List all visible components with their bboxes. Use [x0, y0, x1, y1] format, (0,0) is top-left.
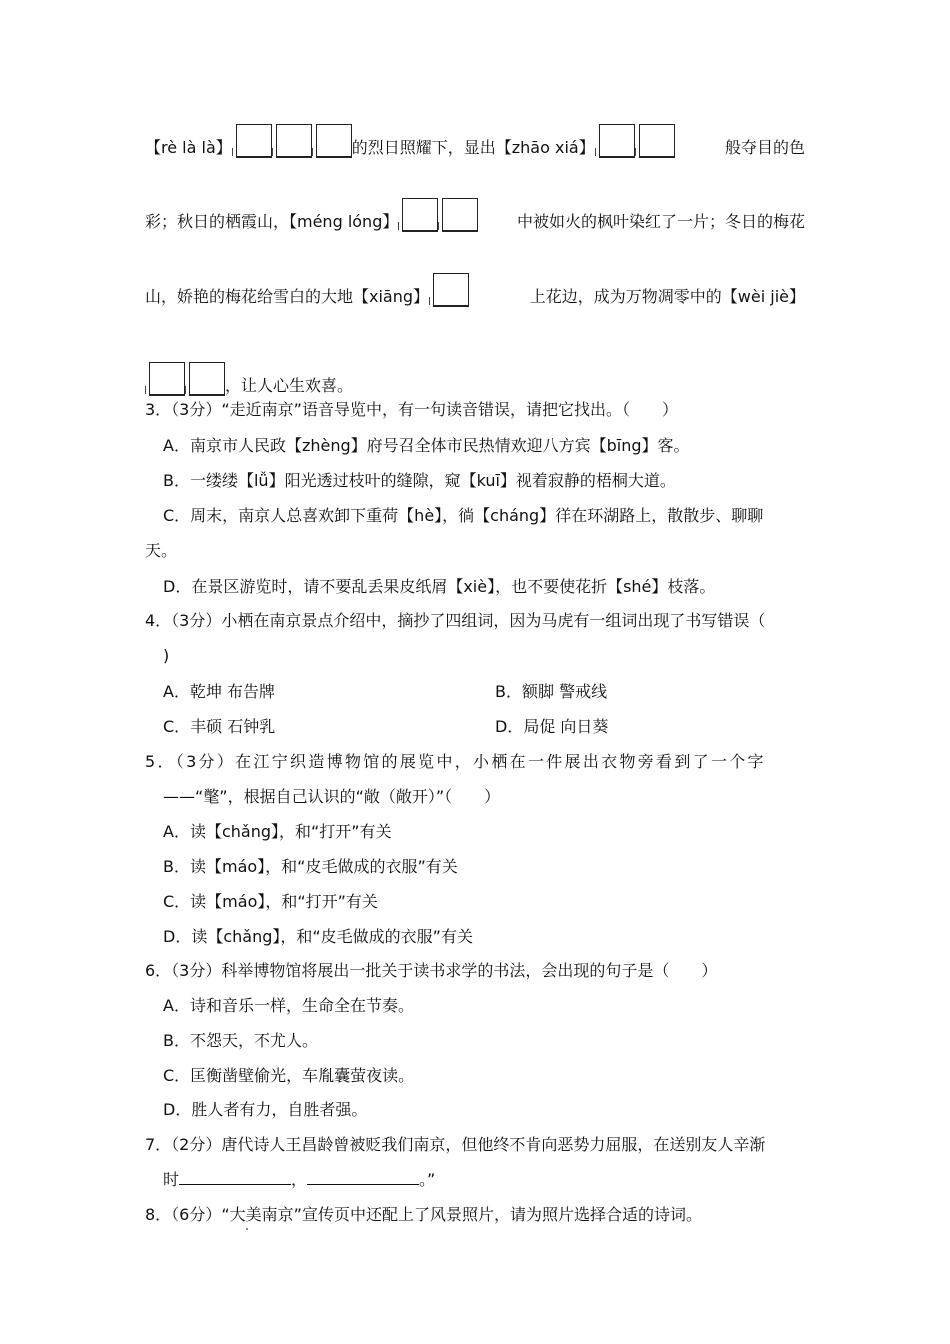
answer-box[interactable]: [402, 198, 438, 232]
question-4-option-a[interactable]: A．乾坤 布告牌: [163, 682, 276, 701]
answer-box[interactable]: [639, 124, 675, 158]
answer-blank-1[interactable]: [179, 1170, 291, 1185]
question-3-option-c-cont: 天。: [145, 541, 178, 560]
answer-box[interactable]: [236, 124, 272, 158]
passage-text: 【rè là là】: [145, 138, 232, 157]
question-6-option-c[interactable]: C．匡衡凿壁偷光，车胤囊萤夜读。: [163, 1066, 415, 1085]
question-3-option-c[interactable]: C．周末，南京人总喜欢卸下重荷【hè】，徜【cháng】徉在环湖路上，散散步、聊聊: [163, 506, 764, 525]
question-4-option-b[interactable]: B．额脚 警戒线: [495, 682, 608, 701]
answer-box[interactable]: [276, 124, 312, 158]
answer-box[interactable]: [433, 273, 469, 307]
passage-line-4: [145, 362, 354, 395]
question-5-option-c[interactable]: C．读【máo】，和“打开”有关: [163, 892, 378, 911]
answer-blank-2[interactable]: [307, 1170, 419, 1185]
question-5-stem: 5．（3分）在江宁织造博物馆的展览中，小栖在一件展出衣物旁看到了一个字: [145, 752, 766, 771]
question-4-option-c[interactable]: C．丰硕 石钟乳: [163, 717, 276, 736]
question-7-fill-line: [163, 1170, 435, 1190]
question-7-end: 。”: [419, 1170, 436, 1189]
passage-text: ，让人心生欢喜。: [225, 376, 354, 395]
question-5-option-d[interactable]: D．读【chǎng】，和“皮毛做成的衣服”有关: [163, 927, 473, 946]
question-3-option-b[interactable]: B．一缕缕【lǚ】阳光透过枝叶的缝隙，窥【kuī】视着寂静的梧桐大道。: [163, 471, 676, 490]
question-3-stem: 3．（3分）“走近南京”语音导览中，有一句读音错误，请把它找出。（ ）: [145, 400, 678, 419]
question-4-option-d[interactable]: D．局促 向日葵: [495, 717, 609, 736]
passage-text: 山，娇艳的梅花给雪白的大地【xiāng】: [145, 287, 430, 306]
question-4-stem: 4．（3分）小栖在南京景点介绍中，摘抄了四组词，因为马虎有一组词出现了书写错误（: [145, 611, 766, 630]
passage-line-2: [145, 212, 805, 232]
question-3-option-a[interactable]: A．南京市人民政【zhèng】府号召全体市民热情欢迎八方宾【bīng】客。: [163, 436, 690, 455]
question-6-option-d[interactable]: D．胜人者有力，自胜者强。: [163, 1100, 368, 1119]
question-6-stem: 6．（3分）科举博物馆将展出一批关于读书求学的书法，会出现的句子是（ ）: [145, 961, 718, 980]
passage-line-3: [145, 287, 805, 307]
question-5-option-a[interactable]: A．读【chǎng】，和“打开”有关: [163, 822, 392, 841]
question-7-prefix: 时: [163, 1170, 180, 1189]
passage-text: 上花边，成为万物凋零中的【wèi jiè】: [529, 287, 805, 306]
answer-box[interactable]: [189, 362, 225, 396]
stray-mark: [246, 1228, 248, 1230]
answer-box[interactable]: [149, 362, 185, 396]
question-5-option-b[interactable]: B．读【máo】，和“皮毛做成的衣服”有关: [163, 857, 458, 876]
passage-text: 彩；秋日的栖霞山，【méng lóng】: [145, 212, 399, 231]
answer-box[interactable]: [442, 198, 478, 232]
question-4-paren: ): [163, 646, 170, 665]
question-7-comma: ，: [291, 1170, 308, 1189]
question-8-stem: 8．（6分）“大美南京”宣传页中还配上了风景照片，请为照片选择合适的诗词。: [145, 1205, 702, 1224]
question-5-stem-cont: ——“氅”，根据自己认识的“敞（敞开）”（ ）: [163, 787, 501, 806]
question-6-option-a[interactable]: A．诗和音乐一样，生命全在节奏。: [163, 996, 414, 1015]
answer-box[interactable]: [316, 124, 352, 158]
passage-text: 般夺目的色: [724, 138, 805, 157]
passage-text: 中被如火的枫叶染红了一片；冬日的梅花: [516, 212, 805, 231]
question-3-option-d[interactable]: D．在景区游览时，请不要乱丢果皮纸屑【xiè】，也不要使花折【shé】枝落。: [163, 577, 716, 596]
answer-box[interactable]: [599, 124, 635, 158]
question-7-stem: 7．（2分）唐代诗人王昌龄曾被贬我们南京，但他终不肯向恶势力屈服，在送别友人辛渐: [145, 1135, 766, 1154]
question-6-option-b[interactable]: B．不怨天，不尤人。: [163, 1031, 318, 1050]
passage-text: 的烈日照耀下，显出【zhāo xiá】: [351, 138, 595, 157]
passage-line-1: [145, 138, 805, 158]
